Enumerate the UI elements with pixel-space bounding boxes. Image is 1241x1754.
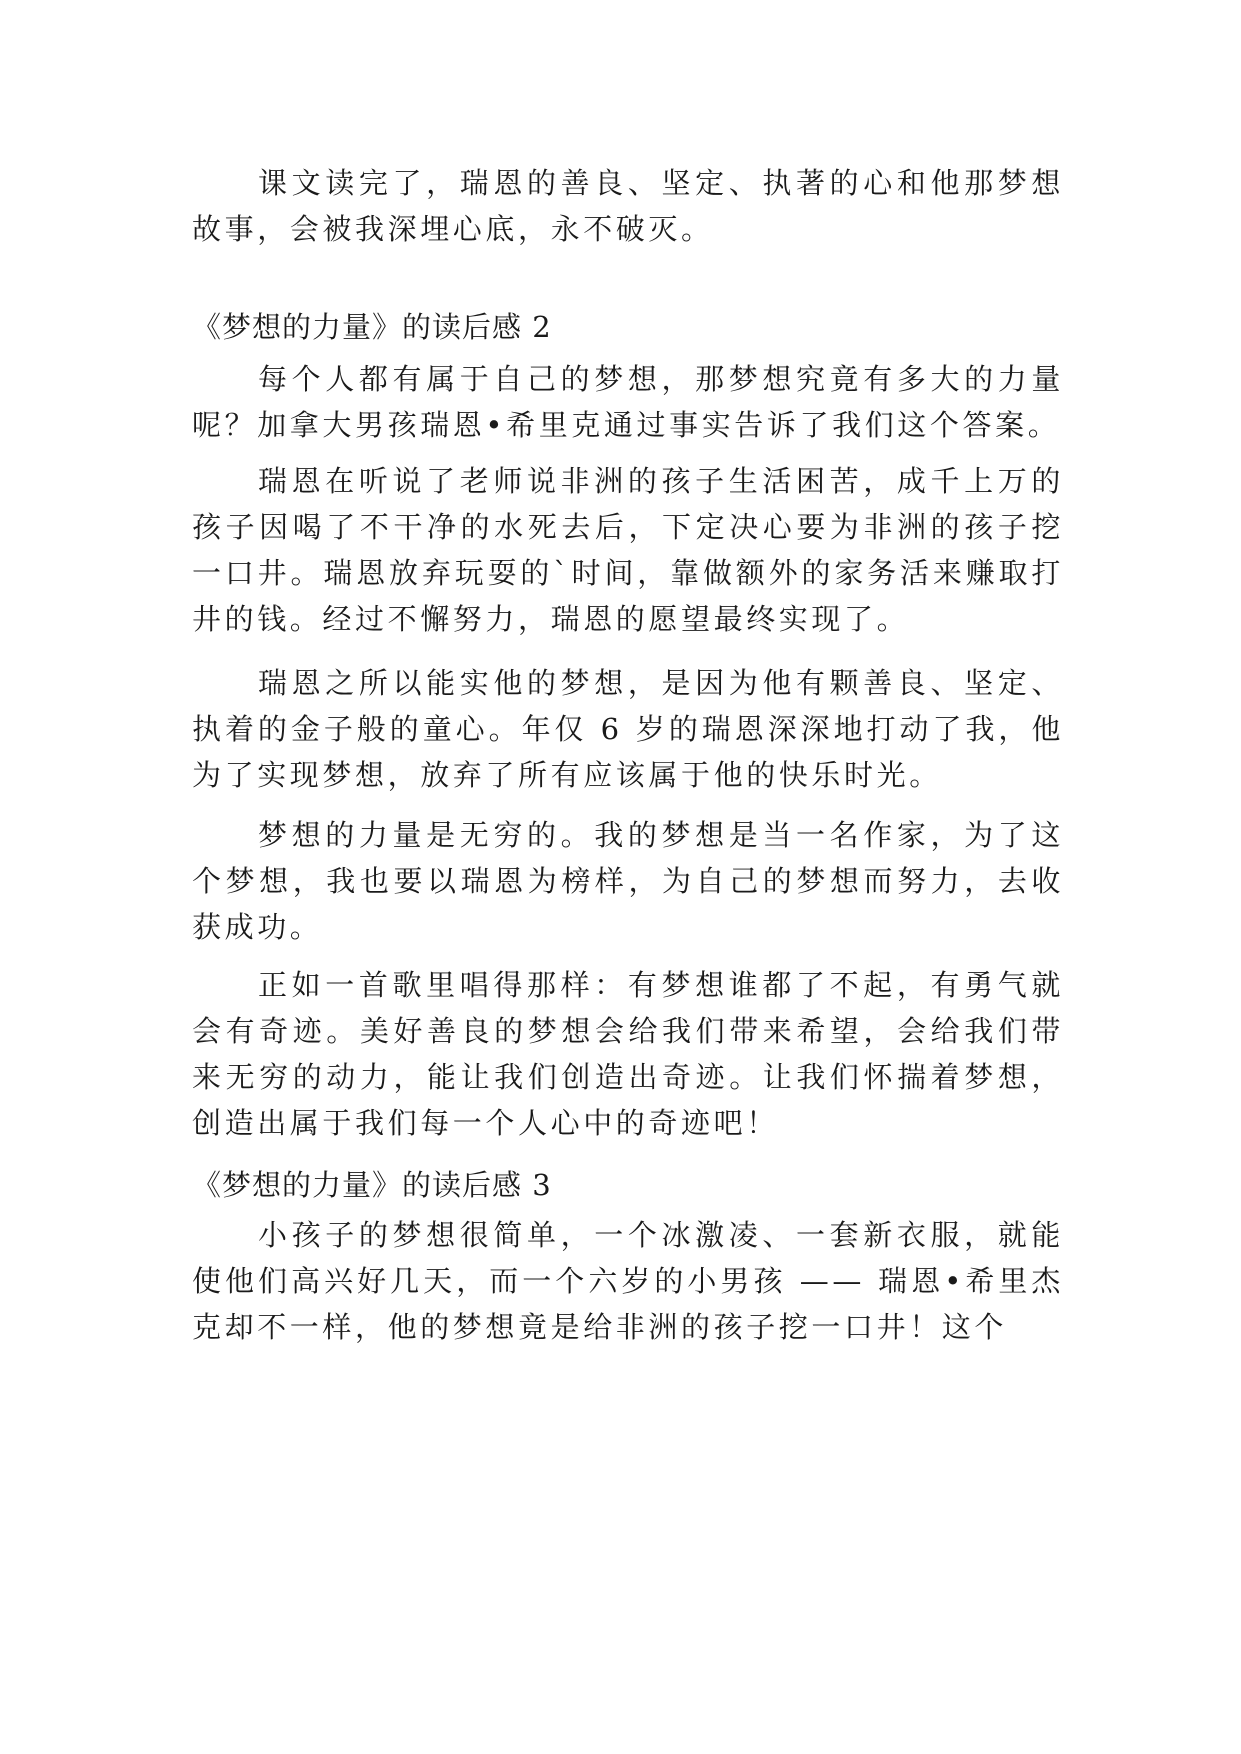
paragraph: 每个人都有属于自己的梦想，那梦想究竟有多大的力量呢？加拿大男孩瑞恩•希里克通过事实告诉了我们这个答案。 [192, 362, 1064, 442]
paragraph: 瑞恩在听说了老师说非洲的孩子生活困苦，成千上万的孩子因喝了不干净的水死去后，下定决心要为非洲的孩子挖一口井。瑞恩放弃玩耍的`时间，靠做额外的家务活来赚取打井的钱。经过不懈努力，瑞恩的愿望最终实现了。 [192, 464, 1064, 636]
section-heading-2: 《梦想的力量》的读后感 2 [192, 310, 552, 344]
paragraph-closing: 课文读完了，瑞恩的善良、坚定、执著的心和他那梦想故事，会被我深埋心底，永不破灭。 [192, 166, 1064, 246]
paragraph: 梦想的力量是无穷的。我的梦想是当一名作家，为了这个梦想，我也要以瑞恩为榜样，为自己的梦想而努力，去收获成功。 [192, 818, 1064, 944]
paragraph: 正如一首歌里唱得那样：有梦想谁都了不起，有勇气就会有奇迹。美好善良的梦想会给我们带来希望，会给我们带来无穷的动力，能让我们创造出奇迹。让我们怀揣着梦想，创造出属于我们每一个人心中的奇迹吧！ [192, 968, 1064, 1140]
section-heading-3: 《梦想的力量》的读后感 3 [192, 1168, 552, 1202]
paragraph: 瑞恩之所以能实他的梦想，是因为他有颗善良、坚定、执着的金子般的童心。年仅 6 岁的瑞恩深深地打动了我，他为了实现梦想，放弃了所有应该属于他的快乐时光。 [192, 666, 1064, 792]
paragraph: 小孩子的梦想很简单，一个冰激凌、一套新衣服，就能使他们高兴好几天，而一个六岁的小男孩 —— 瑞恩•希里杰克却不一样，他的梦想竟是给非洲的孩子挖一口井！这个 [192, 1218, 1064, 1344]
